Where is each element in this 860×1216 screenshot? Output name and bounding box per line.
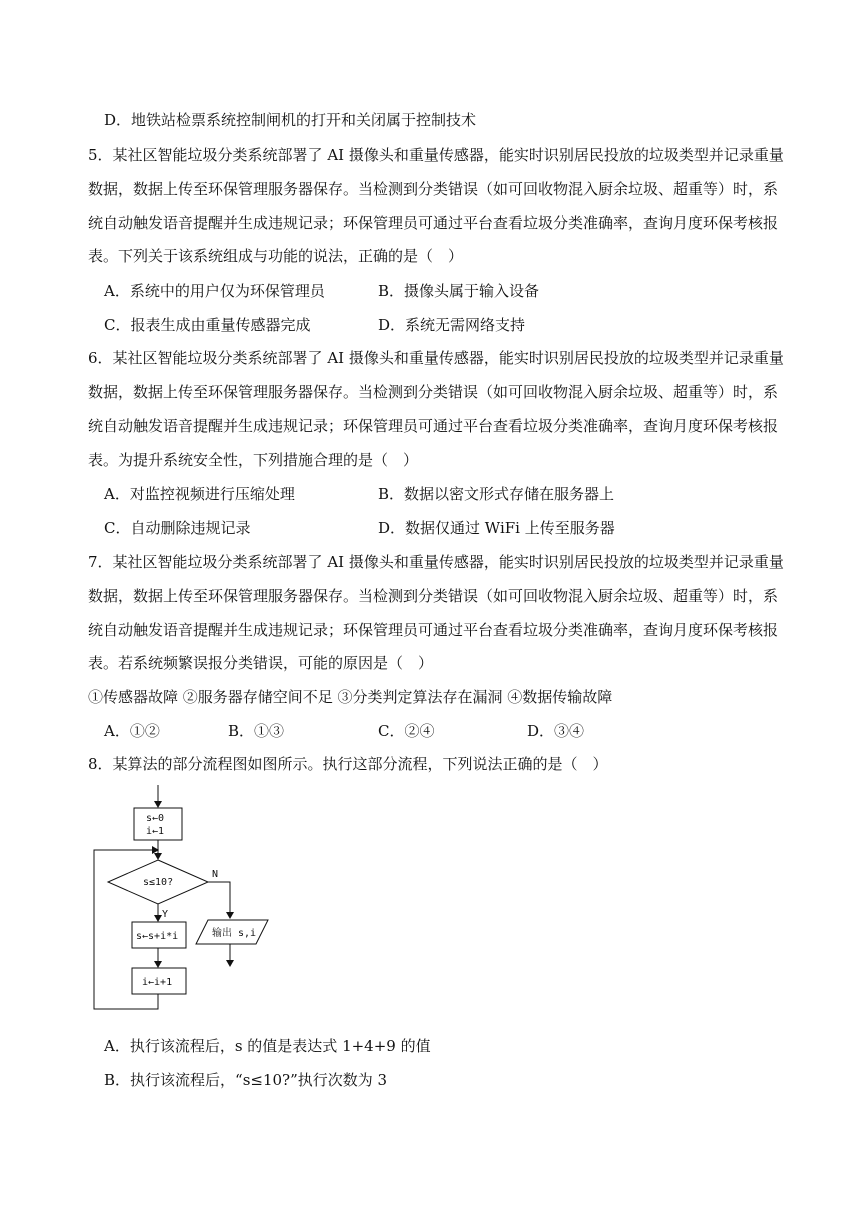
q8-stem: 8．某算法的部分流程图如图所示。执行这部分流程，下列说法正确的是（ ） xyxy=(88,755,608,773)
yes-label: Y xyxy=(162,909,169,920)
output-text: 输出 s,i xyxy=(212,928,257,939)
q6-stem-line-2: 数据，数据上传至环保管理服务器保存。当检测到分类错误（如可回收物混入厨余垃圾、超重等）时，系 xyxy=(88,383,779,401)
update-s-text: s←s+i*i xyxy=(136,931,179,942)
no-branch-arrow xyxy=(208,882,230,918)
q7-stem-line-2: 数据，数据上传至环保管理服务器保存。当检测到分类错误（如可回收物混入厨余垃圾、超重等）时，系 xyxy=(88,587,779,605)
q6-option-a: A．对监控视频进行压缩处理 xyxy=(104,485,295,503)
update-i-text: i←i+1 xyxy=(142,977,173,988)
q5-stem-line-4: 表。下列关于该系统组成与功能的说法，正确的是（ ） xyxy=(88,247,464,265)
q7-stem-line-1: 7．某社区智能垃圾分类系统部署了 AI 摄像头和重量传感器，能实时识别居民投放的垃圾类型并记录重量 xyxy=(88,553,784,571)
q8-option-b: B．执行该流程后，“s≤10?”执行次数为 3 xyxy=(104,1071,388,1089)
q7-option-d: D．③④ xyxy=(527,722,585,740)
q6-option-b: B．数据以密文形式存储在服务器上 xyxy=(378,485,615,503)
q6-stem-line-1: 6．某社区智能垃圾分类系统部署了 AI 摄像头和重量传感器，能实时识别居民投放的垃圾类型并记录重量 xyxy=(88,349,784,367)
flowchart-diagram xyxy=(88,780,288,1020)
q7-stem-line-4: 表。若系统频繁误报分类错误，可能的原因是（ ） xyxy=(88,654,434,672)
init-s-text: s←0 xyxy=(146,813,165,824)
q5-stem-line-2: 数据，数据上传至环保管理服务器保存。当检测到分类错误（如可回收物混入厨余垃圾、超重等）时，系 xyxy=(88,180,779,198)
q6-stem-line-4: 表。为提升系统安全性，下列措施合理的是（ ） xyxy=(88,451,419,469)
no-label: N xyxy=(212,869,219,880)
prev-option-d: D．地铁站检票系统控制闸机的打开和关闭属于控制技术 xyxy=(104,111,477,129)
q6-stem-line-3: 统自动触发语音提醒并生成违规记录；环保管理员可通过平台查看垃圾分类准确率，查询月度环保考核报 xyxy=(88,417,779,435)
q5-option-a: A．系统中的用户仅为环保管理员 xyxy=(104,282,325,300)
q7-option-a: A．①② xyxy=(104,722,160,740)
q5-stem-line-1: 5．某社区智能垃圾分类系统部署了 AI 摄像头和重量传感器，能实时识别居民投放的垃圾类型并记录重量 xyxy=(88,146,784,164)
init-i-text: i←1 xyxy=(146,826,165,837)
q7-option-c: C．②④ xyxy=(378,722,435,740)
q5-option-c: C．报表生成由重量传感器完成 xyxy=(104,316,311,334)
q5-option-b: B．摄像头属于输入设备 xyxy=(378,282,540,300)
q7-reasons: ①传感器故障 ②服务器存储空间不足 ③分类判定算法存在漏洞 ④数据传输故障 xyxy=(88,688,613,706)
condition-text: s≤10? xyxy=(143,877,174,888)
q8-option-a: A．执行该流程后，s 的值是表达式 1+4+9 的值 xyxy=(104,1037,431,1055)
q5-option-d: D．系统无需网络支持 xyxy=(378,316,526,334)
q6-option-c: C．自动删除违规记录 xyxy=(104,519,251,537)
q7-stem-line-3: 统自动触发语音提醒并生成违规记录；环保管理员可通过平台查看垃圾分类准确率，查询月度环保考核报 xyxy=(88,621,779,639)
q7-option-b: B．①③ xyxy=(228,722,285,740)
q5-stem-line-3: 统自动触发语音提醒并生成违规记录；环保管理员可通过平台查看垃圾分类准确率，查询月度环保考核报 xyxy=(88,214,779,232)
q6-option-d: D．数据仅通过 WiFi 上传至服务器 xyxy=(378,519,615,537)
